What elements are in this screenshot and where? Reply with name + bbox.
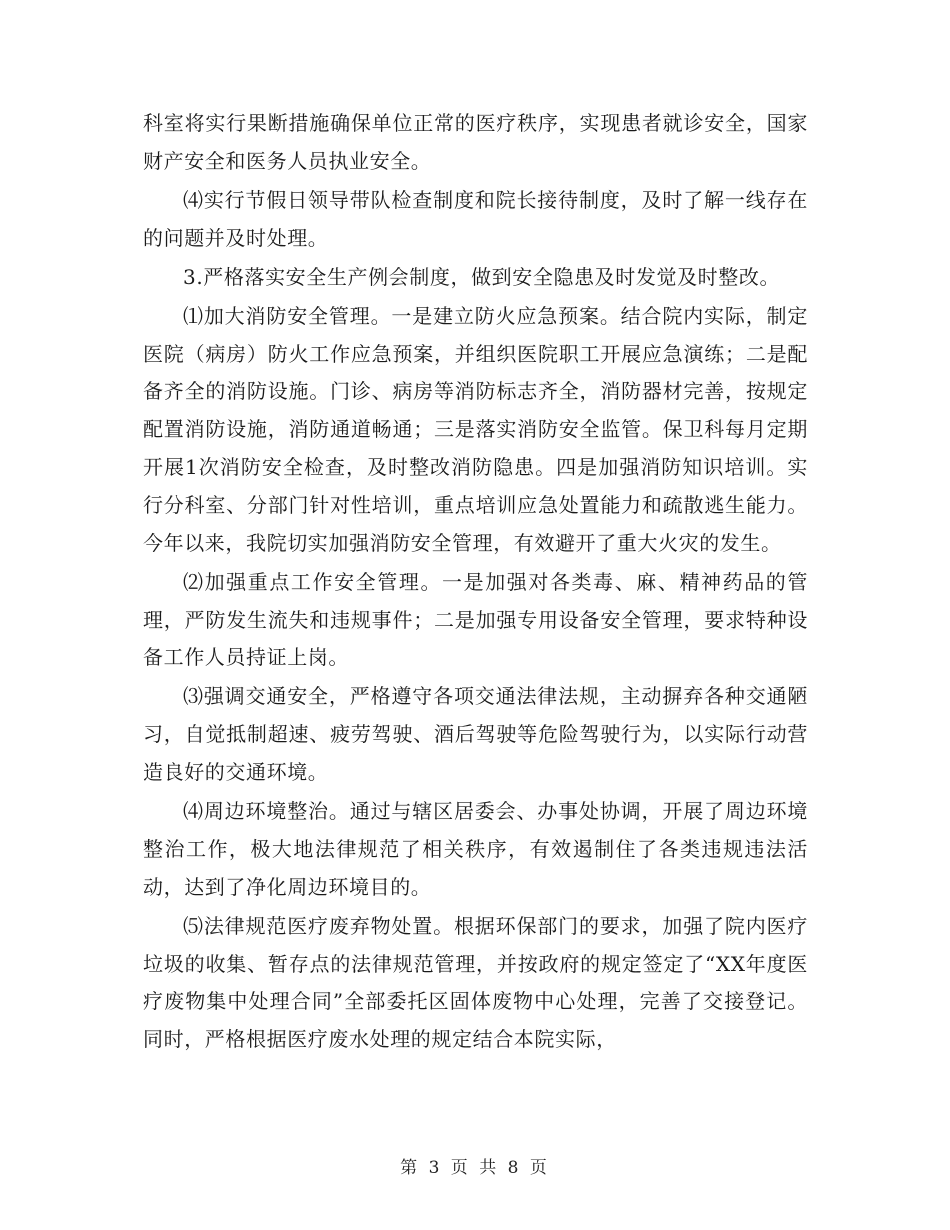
paragraph-item-4-reception: ⑷实行节假日领导带队检查制度和院长接待制度，及时了解一线存在的问题并及时处理。 [143,187,808,250]
paragraph-traffic-safety: ⑶强调交通安全，严格遵守各项交通法律法规，主动摒弃各种交通陋习，自觉抵制超速、疲劳驾驶、酒后驾驶等危险驾驶行为，以实际行动营造良好的交通环境。 [143,684,808,785]
document-body [143,105,808,1060]
paragraph-section-3: 3.严格落实安全生产例会制度，做到安全隐患及时发觉及时整改。 [183,264,781,289]
page-number-footer: 第 3 页 共 8 页 [400,1158,550,1178]
paragraph-key-work-safety: ⑵加强重点工作安全管理。一是加强对各类毒、麻、精神药品的管理，严防发生流失和违规事件；二是加强专用设备安全管理，要求特种设备工作人员持证上岗。 [143,569,808,670]
paragraph-continuation: 科室将实行果断措施确保单位正常的医疗秩序，实现患者就诊安全，国家财产安全和医务人员执业安全。 [143,111,808,173]
paragraph-fire-safety: ⑴加大消防安全管理。一是建立防火应急预案。结合院内实际，制定医院（病房）防火工作应急预案，并组织医院职工开展应急演练；二是配备齐全的消防设施。门诊、病房等消防标志齐全，消防器材完善，按规定配置消防设施，消防通道畅通；三是落实消防安全监管。保卫科每月定期开展1次消防安全检查，及时整改消防隐患。四是加强消防知识培训。实行分科室、分部门针对性培训，重点培训应急处置能力和疏散逃生能力。今年以来，我院切实加强消防安全管理，有效避开了重大火灾的发生。 [143,303,808,555]
paragraph-environment: ⑷周边环境整治。通过与辖区居委会、办事处协调，开展了周边环境整治工作，极大地法律规范了相关秩序，有效遏制住了各类违规违法活动，达到了净化周边环境目的。 [143,799,808,899]
paragraph-medical-waste: ⑸法律规范医疗废弃物处置。根据环保部门的要求，加强了院内医疗垃圾的收集、暂存点的法律规范管理，并按政府的规定签定了“XX年度医疗废物集中处理合同”全部委托区固体废物中心处理，完善了交接登记。同时，严格根据医疗废水处理的规定结合本院实际， [143,913,808,1052]
